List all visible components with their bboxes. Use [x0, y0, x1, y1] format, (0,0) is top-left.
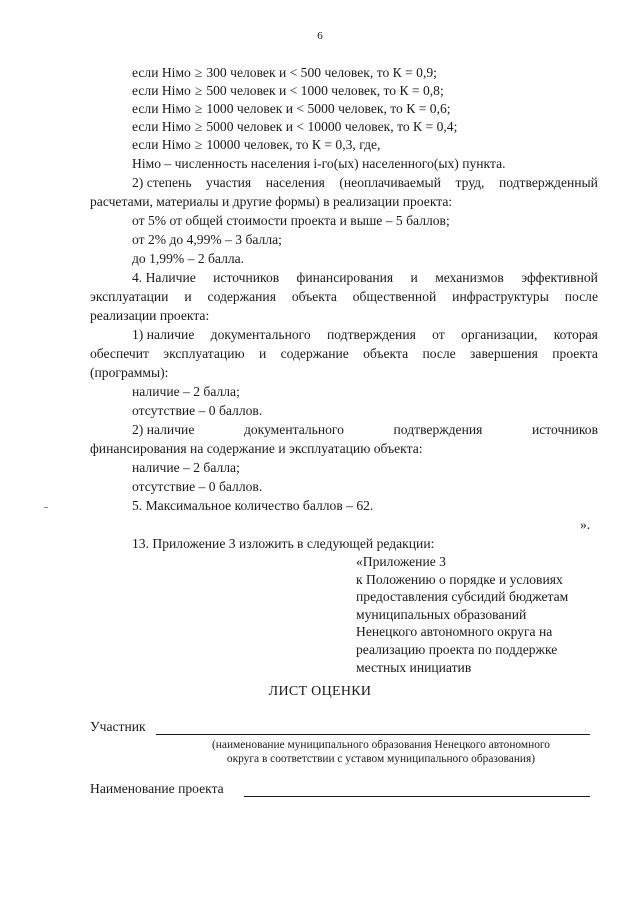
appendix-line: «Приложение 3 [356, 554, 446, 569]
project-name-field[interactable] [244, 782, 590, 797]
coef-line-2: если Німо ≥ 500 человек и < 1000 человек, то К = 0,8; [132, 83, 444, 98]
participant-note-1: (наименование муниципального образования Ненецкого автономного [212, 739, 550, 751]
sheet-title: ЛИСТ ОЦЕНКИ [268, 684, 372, 699]
max-score: 5. Максимальное количество баллов – 62. [132, 498, 374, 513]
score-3: от 2% до 4,99% – 3 балла; [132, 232, 282, 247]
paragraph-4-line-1: 4. Наличие источников финансирования и механизмов эффективной [132, 270, 598, 285]
closing-quote: ». [580, 517, 591, 532]
coef-line-4: если Німо ≥ 5000 человек и < 10000 человек, то К = 0,4; [132, 119, 458, 134]
subitem-2-line-2: финансирования на содержание и эксплуатацию объекта: [90, 441, 423, 456]
appendix-line: к Положению о порядке и условиях [356, 571, 563, 587]
appendix-header [356, 553, 568, 676]
page-number: 6 [317, 30, 323, 42]
subitem-1-line-1: 1) наличие документального подтверждения от организации, которая [132, 327, 598, 342]
participant-label: Участник [90, 719, 146, 734]
appendix-line: муниципальных образований [356, 606, 527, 622]
participant-field[interactable] [156, 720, 590, 735]
himo-definition: Німо – численность населения і-го(ых) населенного(ых) пункта. [132, 156, 506, 171]
coef-line-5: если Німо ≥ 10000 человек, то К = 0,3, где, [132, 137, 381, 152]
score-5: от 5% от общей стоимости проекта и выше – 5 баллов; [132, 213, 450, 228]
paragraph-4-line-3: реализации проекта: [90, 308, 210, 323]
paragraph-4-line-2: эксплуатации и содержания объекта общественной инфраструктуры после [90, 289, 598, 304]
paragraph-2-line-1: 2) степень участия населения (неоплачиваемый труд, подтвержденный [132, 175, 598, 190]
margin-mark [44, 507, 48, 508]
paragraph-2-line-2: расчетами, материалы и другие формы) в реализации проекта: [90, 194, 453, 209]
coef-line-3: если Німо ≥ 1000 человек и < 5000 человек, то К = 0,6; [132, 101, 451, 116]
subitem-2-absent: отсутствие – 0 баллов. [132, 479, 263, 494]
subitem-1-absent: отсутствие – 0 баллов. [132, 403, 263, 418]
coef-line-1: если Німо ≥ 300 человек и < 500 человек, то К = 0,9; [132, 65, 437, 80]
appendix-line: реализацию проекта по поддержке [356, 641, 558, 657]
score-2: до 1,99% – 2 балла. [132, 251, 245, 266]
appendix-line: местных инициатив [356, 659, 472, 675]
subitem-1-line-3: (программы): [90, 365, 169, 380]
project-label: Наименование проекта [90, 781, 224, 796]
item-13: 13. Приложение 3 изложить в следующей редакции: [132, 536, 435, 551]
appendix-line: предоставления субсидий бюджетам [356, 589, 569, 605]
subitem-2-present: наличие – 2 балла; [132, 460, 240, 475]
subitem-1-line-2: обеспечит эксплуатацию и содержание объекта после завершения проекта [90, 346, 598, 361]
subitem-2-line-1: 2) наличие документального подтверждения источников [132, 422, 598, 437]
participant-note-2: округа в соответствии с уставом муниципального образования) [226, 753, 536, 765]
subitem-1-present: наличие – 2 балла; [132, 384, 240, 399]
appendix-line: Ненецкого автономного округа на [356, 624, 553, 640]
